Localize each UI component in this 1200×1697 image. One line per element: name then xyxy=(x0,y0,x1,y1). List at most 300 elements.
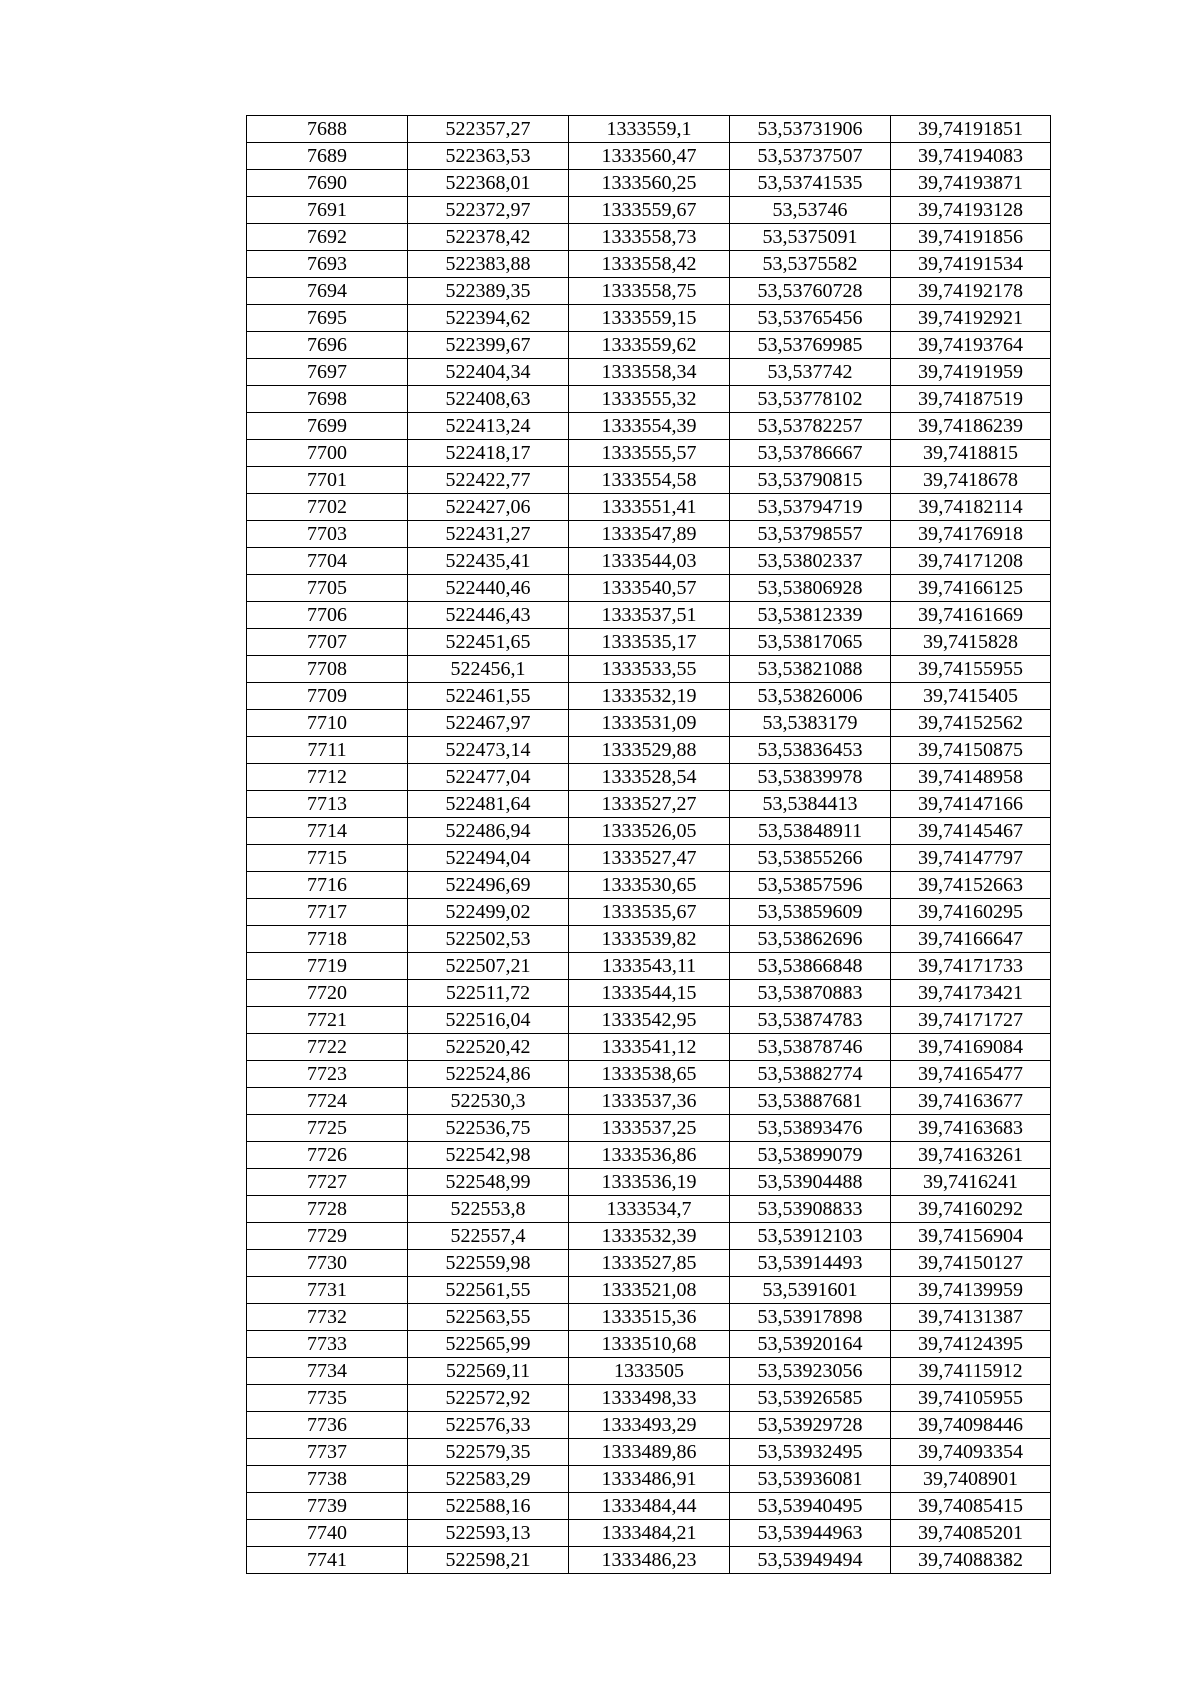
latitude-cell: 53,53949494 xyxy=(730,1547,891,1574)
x-coordinate-cell: 522427,06 xyxy=(408,494,569,521)
point-number-cell: 7702 xyxy=(247,494,408,521)
table-row xyxy=(247,980,1051,1007)
x-coordinate-cell: 522516,04 xyxy=(408,1007,569,1034)
latitude-cell: 53,53806928 xyxy=(730,575,891,602)
y-coordinate-cell: 1333527,85 xyxy=(569,1250,730,1277)
x-coordinate-cell: 522394,62 xyxy=(408,305,569,332)
point-number-cell: 7694 xyxy=(247,278,408,305)
longitude-cell: 39,74191959 xyxy=(891,359,1051,386)
longitude-cell: 39,74171208 xyxy=(891,548,1051,575)
table-row xyxy=(247,764,1051,791)
point-number-cell: 7734 xyxy=(247,1358,408,1385)
latitude-cell: 53,53936081 xyxy=(730,1466,891,1493)
table-row xyxy=(247,1142,1051,1169)
latitude-cell: 53,537742 xyxy=(730,359,891,386)
point-number-cell: 7709 xyxy=(247,683,408,710)
table-row xyxy=(247,1088,1051,1115)
table-row xyxy=(247,1034,1051,1061)
longitude-cell: 39,7408901 xyxy=(891,1466,1051,1493)
table-row xyxy=(247,1466,1051,1493)
y-coordinate-cell: 1333559,67 xyxy=(569,197,730,224)
x-coordinate-cell: 522473,14 xyxy=(408,737,569,764)
latitude-cell: 53,53940495 xyxy=(730,1493,891,1520)
table-row xyxy=(247,143,1051,170)
y-coordinate-cell: 1333540,57 xyxy=(569,575,730,602)
x-coordinate-cell: 522481,64 xyxy=(408,791,569,818)
latitude-cell: 53,53926585 xyxy=(730,1385,891,1412)
point-number-cell: 7698 xyxy=(247,386,408,413)
x-coordinate-cell: 522499,02 xyxy=(408,899,569,926)
table-row xyxy=(247,548,1051,575)
table-row xyxy=(247,467,1051,494)
table-row xyxy=(247,170,1051,197)
x-coordinate-cell: 522530,3 xyxy=(408,1088,569,1115)
y-coordinate-cell: 1333558,73 xyxy=(569,224,730,251)
latitude-cell: 53,53812339 xyxy=(730,602,891,629)
latitude-cell: 53,53882774 xyxy=(730,1061,891,1088)
latitude-cell: 53,53798557 xyxy=(730,521,891,548)
longitude-cell: 39,7418815 xyxy=(891,440,1051,467)
longitude-cell: 39,7415405 xyxy=(891,683,1051,710)
latitude-cell: 53,53786667 xyxy=(730,440,891,467)
latitude-cell: 53,53765456 xyxy=(730,305,891,332)
point-number-cell: 7706 xyxy=(247,602,408,629)
table-row xyxy=(247,1196,1051,1223)
x-coordinate-cell: 522559,98 xyxy=(408,1250,569,1277)
point-number-cell: 7705 xyxy=(247,575,408,602)
latitude-cell: 53,53944963 xyxy=(730,1520,891,1547)
latitude-cell: 53,53794719 xyxy=(730,494,891,521)
table-row xyxy=(247,1277,1051,1304)
longitude-cell: 39,74191851 xyxy=(891,116,1051,143)
longitude-cell: 39,74166125 xyxy=(891,575,1051,602)
longitude-cell: 39,74163261 xyxy=(891,1142,1051,1169)
x-coordinate-cell: 522576,33 xyxy=(408,1412,569,1439)
y-coordinate-cell: 1333538,65 xyxy=(569,1061,730,1088)
point-number-cell: 7723 xyxy=(247,1061,408,1088)
longitude-cell: 39,74194083 xyxy=(891,143,1051,170)
y-coordinate-cell: 1333539,82 xyxy=(569,926,730,953)
y-coordinate-cell: 1333554,39 xyxy=(569,413,730,440)
table-row xyxy=(247,710,1051,737)
longitude-cell: 39,74105955 xyxy=(891,1385,1051,1412)
x-coordinate-cell: 522404,34 xyxy=(408,359,569,386)
y-coordinate-cell: 1333536,86 xyxy=(569,1142,730,1169)
longitude-cell: 39,74161669 xyxy=(891,602,1051,629)
table-row xyxy=(247,872,1051,899)
point-number-cell: 7697 xyxy=(247,359,408,386)
y-coordinate-cell: 1333527,27 xyxy=(569,791,730,818)
table-row xyxy=(247,818,1051,845)
x-coordinate-cell: 522572,92 xyxy=(408,1385,569,1412)
point-number-cell: 7699 xyxy=(247,413,408,440)
point-number-cell: 7731 xyxy=(247,1277,408,1304)
y-coordinate-cell: 1333544,03 xyxy=(569,548,730,575)
point-number-cell: 7735 xyxy=(247,1385,408,1412)
y-coordinate-cell: 1333541,12 xyxy=(569,1034,730,1061)
longitude-cell: 39,74191856 xyxy=(891,224,1051,251)
x-coordinate-cell: 522357,27 xyxy=(408,116,569,143)
point-number-cell: 7700 xyxy=(247,440,408,467)
table-row xyxy=(247,1304,1051,1331)
point-number-cell: 7739 xyxy=(247,1493,408,1520)
longitude-cell: 39,74192178 xyxy=(891,278,1051,305)
table-row xyxy=(247,494,1051,521)
x-coordinate-cell: 522389,35 xyxy=(408,278,569,305)
table-row xyxy=(247,305,1051,332)
table-row xyxy=(247,1520,1051,1547)
x-coordinate-cell: 522502,53 xyxy=(408,926,569,953)
longitude-cell: 39,74163677 xyxy=(891,1088,1051,1115)
latitude-cell: 53,5391601 xyxy=(730,1277,891,1304)
latitude-cell: 53,53855266 xyxy=(730,845,891,872)
longitude-cell: 39,74156904 xyxy=(891,1223,1051,1250)
x-coordinate-cell: 522413,24 xyxy=(408,413,569,440)
y-coordinate-cell: 1333510,68 xyxy=(569,1331,730,1358)
x-coordinate-cell: 522561,55 xyxy=(408,1277,569,1304)
point-number-cell: 7708 xyxy=(247,656,408,683)
point-number-cell: 7703 xyxy=(247,521,408,548)
y-coordinate-cell: 1333555,32 xyxy=(569,386,730,413)
x-coordinate-cell: 522536,75 xyxy=(408,1115,569,1142)
y-coordinate-cell: 1333532,19 xyxy=(569,683,730,710)
point-number-cell: 7695 xyxy=(247,305,408,332)
latitude-cell: 53,5383179 xyxy=(730,710,891,737)
y-coordinate-cell: 1333537,25 xyxy=(569,1115,730,1142)
latitude-cell: 53,53839978 xyxy=(730,764,891,791)
table-row xyxy=(247,1547,1051,1574)
point-number-cell: 7720 xyxy=(247,980,408,1007)
y-coordinate-cell: 1333537,51 xyxy=(569,602,730,629)
longitude-cell: 39,74147797 xyxy=(891,845,1051,872)
y-coordinate-cell: 1333555,57 xyxy=(569,440,730,467)
latitude-cell: 53,53741535 xyxy=(730,170,891,197)
y-coordinate-cell: 1333544,15 xyxy=(569,980,730,1007)
latitude-cell: 53,53782257 xyxy=(730,413,891,440)
table-row xyxy=(247,1439,1051,1466)
y-coordinate-cell: 1333532,39 xyxy=(569,1223,730,1250)
longitude-cell: 39,74155955 xyxy=(891,656,1051,683)
table-row xyxy=(247,386,1051,413)
latitude-cell: 53,5375091 xyxy=(730,224,891,251)
point-number-cell: 7737 xyxy=(247,1439,408,1466)
point-number-cell: 7732 xyxy=(247,1304,408,1331)
latitude-cell: 53,53826006 xyxy=(730,683,891,710)
x-coordinate-cell: 522461,55 xyxy=(408,683,569,710)
table-row xyxy=(247,629,1051,656)
latitude-cell: 53,53836453 xyxy=(730,737,891,764)
point-number-cell: 7725 xyxy=(247,1115,408,1142)
longitude-cell: 39,74169084 xyxy=(891,1034,1051,1061)
x-coordinate-cell: 522467,97 xyxy=(408,710,569,737)
latitude-cell: 53,53862696 xyxy=(730,926,891,953)
longitude-cell: 39,74173421 xyxy=(891,980,1051,1007)
x-coordinate-cell: 522431,27 xyxy=(408,521,569,548)
longitude-cell: 39,74166647 xyxy=(891,926,1051,953)
point-number-cell: 7716 xyxy=(247,872,408,899)
point-number-cell: 7692 xyxy=(247,224,408,251)
table-row xyxy=(247,1169,1051,1196)
y-coordinate-cell: 1333547,89 xyxy=(569,521,730,548)
longitude-cell: 39,7418678 xyxy=(891,467,1051,494)
point-number-cell: 7740 xyxy=(247,1520,408,1547)
latitude-cell: 53,53737507 xyxy=(730,143,891,170)
latitude-cell: 53,53874783 xyxy=(730,1007,891,1034)
y-coordinate-cell: 1333559,62 xyxy=(569,332,730,359)
y-coordinate-cell: 1333543,11 xyxy=(569,953,730,980)
table-row xyxy=(247,926,1051,953)
x-coordinate-cell: 522372,97 xyxy=(408,197,569,224)
latitude-cell: 53,53893476 xyxy=(730,1115,891,1142)
x-coordinate-cell: 522542,98 xyxy=(408,1142,569,1169)
y-coordinate-cell: 1333559,15 xyxy=(569,305,730,332)
point-number-cell: 7722 xyxy=(247,1034,408,1061)
latitude-cell: 53,53912103 xyxy=(730,1223,891,1250)
coordinates-table xyxy=(246,115,1051,1574)
x-coordinate-cell: 522593,13 xyxy=(408,1520,569,1547)
longitude-cell: 39,74093354 xyxy=(891,1439,1051,1466)
y-coordinate-cell: 1333486,91 xyxy=(569,1466,730,1493)
x-coordinate-cell: 522440,46 xyxy=(408,575,569,602)
latitude-cell: 53,53887681 xyxy=(730,1088,891,1115)
longitude-cell: 39,74131387 xyxy=(891,1304,1051,1331)
y-coordinate-cell: 1333515,36 xyxy=(569,1304,730,1331)
latitude-cell: 53,53821088 xyxy=(730,656,891,683)
latitude-cell: 53,53817065 xyxy=(730,629,891,656)
longitude-cell: 39,74152562 xyxy=(891,710,1051,737)
x-coordinate-cell: 522548,99 xyxy=(408,1169,569,1196)
latitude-cell: 53,53769985 xyxy=(730,332,891,359)
point-number-cell: 7704 xyxy=(247,548,408,575)
x-coordinate-cell: 522456,1 xyxy=(408,656,569,683)
latitude-cell: 53,53920164 xyxy=(730,1331,891,1358)
point-number-cell: 7714 xyxy=(247,818,408,845)
longitude-cell: 39,74171727 xyxy=(891,1007,1051,1034)
x-coordinate-cell: 522569,11 xyxy=(408,1358,569,1385)
point-number-cell: 7712 xyxy=(247,764,408,791)
latitude-cell: 53,53731906 xyxy=(730,116,891,143)
longitude-cell: 39,74186239 xyxy=(891,413,1051,440)
x-coordinate-cell: 522494,04 xyxy=(408,845,569,872)
latitude-cell: 53,53878746 xyxy=(730,1034,891,1061)
point-number-cell: 7741 xyxy=(247,1547,408,1574)
point-number-cell: 7726 xyxy=(247,1142,408,1169)
latitude-cell: 53,53778102 xyxy=(730,386,891,413)
y-coordinate-cell: 1333534,7 xyxy=(569,1196,730,1223)
longitude-cell: 39,74085201 xyxy=(891,1520,1051,1547)
point-number-cell: 7691 xyxy=(247,197,408,224)
latitude-cell: 53,53914493 xyxy=(730,1250,891,1277)
x-coordinate-cell: 522446,43 xyxy=(408,602,569,629)
table-row xyxy=(247,845,1051,872)
x-coordinate-cell: 522418,17 xyxy=(408,440,569,467)
latitude-cell: 53,53746 xyxy=(730,197,891,224)
latitude-cell: 53,5384413 xyxy=(730,791,891,818)
point-number-cell: 7701 xyxy=(247,467,408,494)
table-row xyxy=(247,575,1051,602)
longitude-cell: 39,74160292 xyxy=(891,1196,1051,1223)
longitude-cell: 39,74150127 xyxy=(891,1250,1051,1277)
point-number-cell: 7718 xyxy=(247,926,408,953)
x-coordinate-cell: 522565,99 xyxy=(408,1331,569,1358)
table-row xyxy=(247,602,1051,629)
x-coordinate-cell: 522511,72 xyxy=(408,980,569,1007)
table-row xyxy=(247,656,1051,683)
y-coordinate-cell: 1333533,55 xyxy=(569,656,730,683)
table-row xyxy=(247,116,1051,143)
longitude-cell: 39,74139959 xyxy=(891,1277,1051,1304)
longitude-cell: 39,74145467 xyxy=(891,818,1051,845)
point-number-cell: 7696 xyxy=(247,332,408,359)
x-coordinate-cell: 522408,63 xyxy=(408,386,569,413)
table-row xyxy=(247,683,1051,710)
y-coordinate-cell: 1333486,23 xyxy=(569,1547,730,1574)
point-number-cell: 7688 xyxy=(247,116,408,143)
point-number-cell: 7693 xyxy=(247,251,408,278)
y-coordinate-cell: 1333560,25 xyxy=(569,170,730,197)
longitude-cell: 39,74182114 xyxy=(891,494,1051,521)
point-number-cell: 7733 xyxy=(247,1331,408,1358)
table-row xyxy=(247,197,1051,224)
x-coordinate-cell: 522363,53 xyxy=(408,143,569,170)
longitude-cell: 39,74163683 xyxy=(891,1115,1051,1142)
point-number-cell: 7710 xyxy=(247,710,408,737)
latitude-cell: 53,53929728 xyxy=(730,1412,891,1439)
point-number-cell: 7715 xyxy=(247,845,408,872)
latitude-cell: 53,53848911 xyxy=(730,818,891,845)
y-coordinate-cell: 1333529,88 xyxy=(569,737,730,764)
point-number-cell: 7717 xyxy=(247,899,408,926)
y-coordinate-cell: 1333558,34 xyxy=(569,359,730,386)
longitude-cell: 39,74150875 xyxy=(891,737,1051,764)
latitude-cell: 53,5375582 xyxy=(730,251,891,278)
point-number-cell: 7721 xyxy=(247,1007,408,1034)
y-coordinate-cell: 1333498,33 xyxy=(569,1385,730,1412)
table-row xyxy=(247,1223,1051,1250)
longitude-cell: 39,74193764 xyxy=(891,332,1051,359)
coordinates-table-body xyxy=(247,116,1051,1574)
point-number-cell: 7724 xyxy=(247,1088,408,1115)
table-row xyxy=(247,953,1051,980)
table-row xyxy=(247,1358,1051,1385)
x-coordinate-cell: 522422,77 xyxy=(408,467,569,494)
longitude-cell: 39,74152663 xyxy=(891,872,1051,899)
table-row xyxy=(247,737,1051,764)
table-row xyxy=(247,791,1051,818)
longitude-cell: 39,74148958 xyxy=(891,764,1051,791)
y-coordinate-cell: 1333527,47 xyxy=(569,845,730,872)
longitude-cell: 39,7416241 xyxy=(891,1169,1051,1196)
table-row xyxy=(247,1385,1051,1412)
point-number-cell: 7729 xyxy=(247,1223,408,1250)
x-coordinate-cell: 522524,86 xyxy=(408,1061,569,1088)
longitude-cell: 39,74187519 xyxy=(891,386,1051,413)
x-coordinate-cell: 522486,94 xyxy=(408,818,569,845)
x-coordinate-cell: 522451,65 xyxy=(408,629,569,656)
table-row xyxy=(247,224,1051,251)
y-coordinate-cell: 1333493,29 xyxy=(569,1412,730,1439)
table-row xyxy=(247,359,1051,386)
latitude-cell: 53,53899079 xyxy=(730,1142,891,1169)
table-row xyxy=(247,899,1051,926)
point-number-cell: 7738 xyxy=(247,1466,408,1493)
latitude-cell: 53,53802337 xyxy=(730,548,891,575)
point-number-cell: 7736 xyxy=(247,1412,408,1439)
y-coordinate-cell: 1333551,41 xyxy=(569,494,730,521)
latitude-cell: 53,53923056 xyxy=(730,1358,891,1385)
y-coordinate-cell: 1333559,1 xyxy=(569,116,730,143)
x-coordinate-cell: 522383,88 xyxy=(408,251,569,278)
x-coordinate-cell: 522378,42 xyxy=(408,224,569,251)
longitude-cell: 39,74147166 xyxy=(891,791,1051,818)
y-coordinate-cell: 1333554,58 xyxy=(569,467,730,494)
longitude-cell: 39,74160295 xyxy=(891,899,1051,926)
x-coordinate-cell: 522520,42 xyxy=(408,1034,569,1061)
table-row xyxy=(247,278,1051,305)
y-coordinate-cell: 1333530,65 xyxy=(569,872,730,899)
point-number-cell: 7719 xyxy=(247,953,408,980)
y-coordinate-cell: 1333560,47 xyxy=(569,143,730,170)
table-row xyxy=(247,1250,1051,1277)
x-coordinate-cell: 522553,8 xyxy=(408,1196,569,1223)
table-row xyxy=(247,1115,1051,1142)
longitude-cell: 39,74115912 xyxy=(891,1358,1051,1385)
latitude-cell: 53,53870883 xyxy=(730,980,891,1007)
table-row xyxy=(247,413,1051,440)
y-coordinate-cell: 1333531,09 xyxy=(569,710,730,737)
longitude-cell: 39,74193128 xyxy=(891,197,1051,224)
x-coordinate-cell: 522579,35 xyxy=(408,1439,569,1466)
table-row xyxy=(247,1061,1051,1088)
x-coordinate-cell: 522588,16 xyxy=(408,1493,569,1520)
point-number-cell: 7727 xyxy=(247,1169,408,1196)
longitude-cell: 39,74124395 xyxy=(891,1331,1051,1358)
x-coordinate-cell: 522563,55 xyxy=(408,1304,569,1331)
x-coordinate-cell: 522507,21 xyxy=(408,953,569,980)
latitude-cell: 53,53932495 xyxy=(730,1439,891,1466)
latitude-cell: 53,53917898 xyxy=(730,1304,891,1331)
table-row xyxy=(247,1493,1051,1520)
point-number-cell: 7728 xyxy=(247,1196,408,1223)
longitude-cell: 39,7415828 xyxy=(891,629,1051,656)
y-coordinate-cell: 1333558,75 xyxy=(569,278,730,305)
longitude-cell: 39,74191534 xyxy=(891,251,1051,278)
longitude-cell: 39,74192921 xyxy=(891,305,1051,332)
latitude-cell: 53,53866848 xyxy=(730,953,891,980)
x-coordinate-cell: 522557,4 xyxy=(408,1223,569,1250)
x-coordinate-cell: 522598,21 xyxy=(408,1547,569,1574)
longitude-cell: 39,74176918 xyxy=(891,521,1051,548)
longitude-cell: 39,74171733 xyxy=(891,953,1051,980)
point-number-cell: 7730 xyxy=(247,1250,408,1277)
x-coordinate-cell: 522399,67 xyxy=(408,332,569,359)
y-coordinate-cell: 1333505 xyxy=(569,1358,730,1385)
point-number-cell: 7713 xyxy=(247,791,408,818)
x-coordinate-cell: 522368,01 xyxy=(408,170,569,197)
point-number-cell: 7707 xyxy=(247,629,408,656)
y-coordinate-cell: 1333484,44 xyxy=(569,1493,730,1520)
point-number-cell: 7690 xyxy=(247,170,408,197)
table-row xyxy=(247,332,1051,359)
latitude-cell: 53,53760728 xyxy=(730,278,891,305)
table-row xyxy=(247,1412,1051,1439)
longitude-cell: 39,74088382 xyxy=(891,1547,1051,1574)
latitude-cell: 53,53904488 xyxy=(730,1169,891,1196)
x-coordinate-cell: 522583,29 xyxy=(408,1466,569,1493)
table-row xyxy=(247,521,1051,548)
longitude-cell: 39,74085415 xyxy=(891,1493,1051,1520)
y-coordinate-cell: 1333558,42 xyxy=(569,251,730,278)
